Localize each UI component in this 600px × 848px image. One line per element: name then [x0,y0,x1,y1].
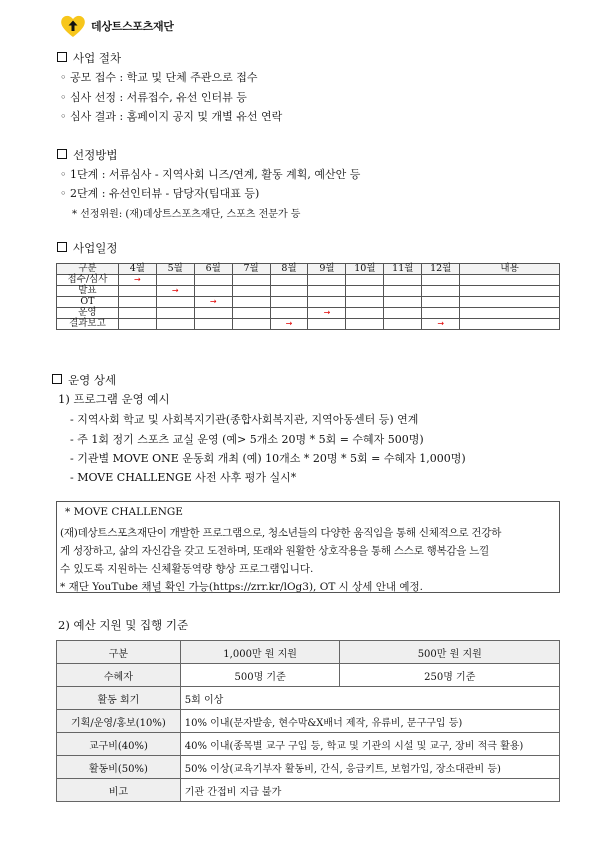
procedure-item: ◦ 심사 선정 : 서류접수, 유선 인터뷰 등 [60,91,247,104]
schedule-cell [194,297,232,308]
procedure-item: ◦ 공모 접수 : 학교 및 단체 주관으로 접수 [60,71,258,84]
section-selection-title: 선정방법 [57,147,117,163]
operation-item: - 지역사회 학교 및 사회복지기관(종합사회복지관, 지역아동센터 등) 연계 [70,413,419,426]
section-schedule-title: 사업일정 [57,240,117,256]
schedule-cell [156,297,194,308]
schedule-arrow-icon: → [323,308,331,317]
schedule-header-cell: 내용 [460,264,560,275]
budget-cell: 250명 기준 [340,664,560,687]
note-line: 수 있도록 지원하는 신체활동역량 향상 프로그램입니다. [60,563,314,575]
schedule-cell [422,286,460,297]
budget-header-cell: 구분 [57,641,181,664]
checkbox-square-icon [57,242,67,252]
schedule-arrow-icon: → [133,275,141,284]
schedule-row [57,297,560,308]
foundation-logo [60,14,174,38]
schedule-cell [232,308,270,319]
schedule-cell [270,297,308,308]
schedule-cell [308,275,346,286]
schedule-row-label: OT [57,297,119,308]
schedule-cell [346,297,384,308]
schedule-row-label: 발표 [57,286,119,297]
schedule-cell [346,319,384,330]
schedule-row-label: 운영 [57,308,119,319]
schedule-cell [232,286,270,297]
budget-row-label: 비고 [57,779,181,802]
schedule-cell [118,308,156,319]
budget-row [57,756,560,779]
schedule-header-cell: 5월 [156,264,194,275]
schedule-cell [384,308,422,319]
procedure-item: ◦ 심사 결과 : 홈페이지 공지 및 개별 유선 연락 [60,110,283,123]
schedule-cell [308,308,346,319]
budget-row [57,687,560,710]
schedule-cell [460,286,560,297]
budget-row [57,710,560,733]
selection-item: ◦ 2단계 : 유선인터뷰 - 담당자(팀대표 등) [60,187,260,200]
schedule-cell [384,275,422,286]
move-challenge-note-box [56,501,560,593]
schedule-cell [194,319,232,330]
schedule-cell [118,319,156,330]
schedule-cell [460,308,560,319]
budget-section-title: 2) 예산 지원 및 집행 기준 [58,618,189,632]
schedule-cell [460,319,560,330]
schedule-cell [118,297,156,308]
schedule-cell [118,275,156,286]
schedule-cell [422,297,460,308]
schedule-cell [270,286,308,297]
budget-row [57,733,560,756]
checkbox-square-icon [57,52,67,62]
heart-arrow-logo-icon [60,14,86,38]
schedule-row [57,308,560,319]
schedule-cell [422,275,460,286]
schedule-arrow-icon: → [437,319,445,328]
budget-row-value: 10% 이내(문자발송, 현수막&X배너 제작, 유류비, 문구구입 등) [180,710,559,733]
budget-row [57,779,560,802]
schedule-cell [232,297,270,308]
schedule-arrow-icon: → [209,297,217,306]
schedule-cell [346,286,384,297]
note-line: 게 성장하고, 삶의 자신감을 갖고 도전하며, 또래와 원활한 상호작용을 통해 스스로 행복감을 느낄 [60,545,490,557]
schedule-cell [270,319,308,330]
checkbox-square-icon [57,149,67,159]
note-line: (재)데상트스포츠재단이 개발한 프로그램으로, 청소년들의 다양한 움직임을 통해 신체적으로 건강하 [60,527,502,539]
schedule-cell [118,286,156,297]
schedule-cell [194,286,232,297]
budget-cell: 500명 기준 [180,664,340,687]
schedule-row-label: 접수/심사 [57,275,119,286]
schedule-table [56,263,560,330]
schedule-cell [270,308,308,319]
schedule-row [57,275,560,286]
budget-row-value: 40% 이내(종목별 교구 구입 등, 학교 및 기관의 시설 및 교구, 장비 적극 활용) [180,733,559,756]
section-procedure-title: 사업 절차 [57,50,121,66]
schedule-header-cell: 6월 [194,264,232,275]
schedule-row [57,286,560,297]
budget-row-label: 활동 회기 [57,687,181,710]
schedule-cell [384,297,422,308]
schedule-cell [346,275,384,286]
budget-header-cell: 500만 원 지원 [340,641,560,664]
schedule-arrow-icon: → [171,286,179,295]
budget-row-label: 수혜자 [57,664,181,687]
checkbox-square-icon [52,374,62,384]
schedule-row-label: 결과보고 [57,319,119,330]
schedule-cell [156,275,194,286]
schedule-cell [308,286,346,297]
schedule-header-cell: 11월 [384,264,422,275]
schedule-cell [270,275,308,286]
schedule-cell [156,286,194,297]
schedule-cell [460,275,560,286]
schedule-header-cell: 10월 [346,264,384,275]
schedule-header-cell: 12월 [422,264,460,275]
schedule-header-cell: 7월 [232,264,270,275]
budget-row-label: 활동비(50%) [57,756,181,779]
schedule-arrow-icon: → [285,319,293,328]
schedule-cell [384,286,422,297]
schedule-cell [194,308,232,319]
schedule-cell [460,297,560,308]
schedule-header-row [57,264,560,275]
schedule-cell [232,319,270,330]
schedule-cell [156,308,194,319]
budget-row-value: 5회 이상 [180,687,559,710]
schedule-cell [308,319,346,330]
budget-header-cell: 1,000만 원 지원 [180,641,340,664]
selection-note: * 선정위원: (재)데상트스포츠재단, 스포츠 전문가 등 [72,209,301,220]
budget-row-label: 교구비(40%) [57,733,181,756]
schedule-header-cell: 4월 [118,264,156,275]
budget-table [56,640,560,802]
budget-recipients-row [57,664,560,687]
schedule-header-cell: 8월 [270,264,308,275]
program-example-subtitle: 1) 프로그램 운영 예시 [58,392,170,406]
operation-item: - 기관별 MOVE ONE 운동회 개최 (예) 10개소 * 20명 * 5회 = 수혜자 1,000명) [70,452,466,465]
section-operation-title: 운영 상세 [52,372,116,388]
schedule-cell [346,308,384,319]
budget-header-row [57,641,560,664]
budget-row-value: 50% 이상(교육기부자 활동비, 간식, 응급키트, 보험가입, 장소대관비 등) [180,756,559,779]
schedule-cell [156,319,194,330]
schedule-header-cell: 9월 [308,264,346,275]
operation-item: - 주 1회 정기 스포츠 교실 운영 (예> 5개소 20명 * 5회 = 수혜자 500명) [70,433,424,446]
budget-row-label: 기획/운영/홍보(10%) [57,710,181,733]
budget-row-value: 기관 간접비 지급 불가 [180,779,559,802]
selection-item: ◦ 1단계 : 서류심사 - 지역사회 니즈/연계, 활동 계획, 예산안 등 [60,168,361,181]
schedule-header-cell: 구분 [57,264,119,275]
operation-item: - MOVE CHALLENGE 사전 사후 평가 실시* [70,471,297,484]
note-line: * 재단 YouTube 채널 확인 가능(https://zrr.kr/lOg3), OT 시 상세 안내 예정. [60,581,424,593]
schedule-row [57,319,560,330]
note-title: * MOVE CHALLENGE [65,506,183,518]
schedule-cell [422,319,460,330]
schedule-cell [384,319,422,330]
schedule-cell [232,275,270,286]
logo-text: 데상트스포츠재단 [91,20,174,33]
schedule-cell [422,308,460,319]
schedule-cell [308,297,346,308]
schedule-cell [194,275,232,286]
